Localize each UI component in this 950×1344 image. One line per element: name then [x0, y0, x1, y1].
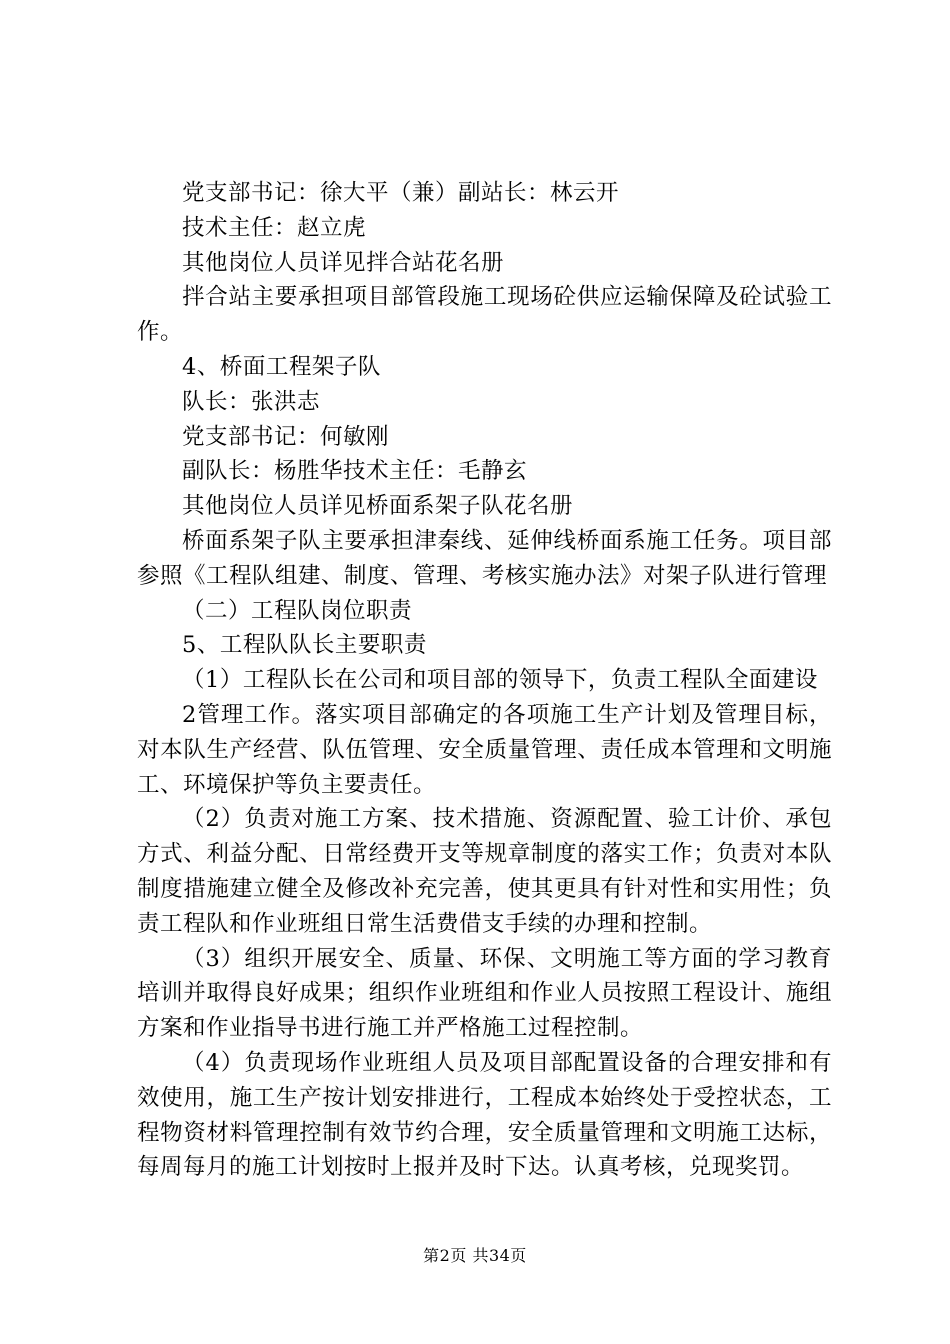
paragraph-technical-director: 技术主任：赵立虎 [182, 214, 367, 241]
paragraph-duty-1: （1）工程队长在公司和项目部的领导下，负责工程队全面建设 [182, 667, 818, 694]
page-number-footer: 第2页 共34页 [423, 1246, 527, 1265]
heading-bridge-deck-team: 4、桥面工程架子队 [182, 353, 381, 380]
paragraph-party-secretary: 党支部书记：徐大平（兼）副站长：林云开 [182, 180, 620, 206]
document-body [137, 176, 832, 1185]
paragraph-other-staff: 其他岗位人员详见拌合站花名册 [182, 249, 505, 276]
paragraph-duty-4: （4）负责现场作业班组人员及项目部配置设备的合理安排和有效使用，施工生产按计划安排进行，工程成本始终处于受控状态，工程物资材料管理控制有效节约合理，安全质量管理和文明施工达标，每周每月的施工计划按时上报并及时下达。认真考核，兑现奖罚。 [137, 1049, 832, 1181]
heading-section-two: （二）工程队岗位职责 [182, 597, 413, 624]
paragraph-team-other-staff: 其他岗位人员详见桥面系架子队花名册 [182, 493, 574, 520]
heading-leader-duties: 5、工程队队长主要职责 [182, 632, 427, 659]
paragraph-duty-3: （3）组织开展安全、质量、环保、文明施工等方面的学习教育培训并取得良好成果；组织作业班组和作业人员按照工程设计、施组方案和作业指导书进行施工并严格施工过程控制。 [137, 945, 832, 1042]
paragraph-duty-2: （2）负责对施工方案、技术措施、资源配置、验工计价、承包方式、利益分配、日常经费开支等规章制度的落实工作；负责对本队制度措施建立健全及修改补充完善，使其更具有针对性和实用性；负责工程队和作业班组日常生活费借支手续的办理和控制。 [137, 806, 832, 937]
paragraph-duty-1-continued: 2管理工作。落实项目部确定的各项施工生产计划及管理目标，对本队生产经营、队伍管理、安全质量管理、责任成本管理和文明施工、环境保护等负主要责任。 [137, 701, 832, 798]
paragraph-deputy-leader: 副队长：杨胜华技术主任：毛静玄 [182, 458, 528, 485]
paragraph-team-duty: 桥面系架子队主要承担津秦线、延伸线桥面系施工任务。项目部参照《工程队组建、制度、管理、考核实施办法》对架子队进行管理 [137, 527, 832, 589]
paragraph-team-party-secretary: 党支部书记：何敏刚 [182, 423, 390, 450]
paragraph-team-leader: 队长：张洪志 [182, 388, 321, 415]
paragraph-mixing-station-duty: 拌合站主要承担项目部管段施工现场砼供应运输保障及砼试验工作。 [137, 284, 832, 346]
